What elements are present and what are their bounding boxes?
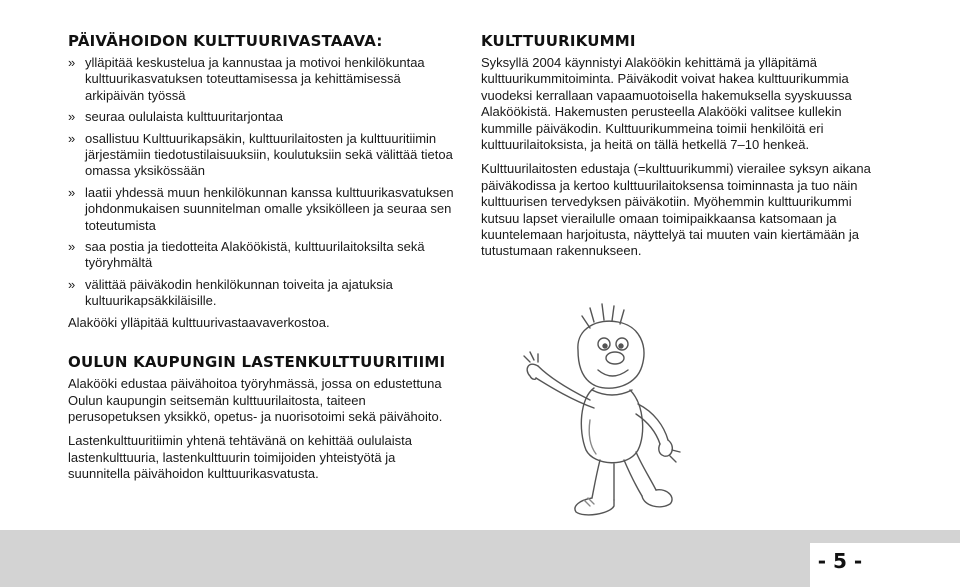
list-item	[68, 239, 460, 272]
list-item-text: seuraa oululaista kulttuuritarjontaa	[85, 109, 284, 125]
list-item-text: osallistuu Kulttuurikapsäkin, kulttuurilaitosten ja kulttuuritiimin järjestämiin tiedotustilaisuuksiin, koulutuksiin sekä välittää tietoa omassa yksikössään	[85, 130, 453, 179]
list-item-text: välittää päiväkodin henkilökunnan toiveita ja ajatuksia kultuurikapsäkkiläisille.	[85, 276, 393, 309]
bullet-icon: »	[68, 109, 76, 125]
list-item	[68, 185, 460, 234]
bullet-icon: »	[68, 55, 76, 70]
bullet-icon: »	[68, 239, 76, 255]
kummi-paragraph-2: Kulttuurilaitosten edustaja (=kulttuurikummi) vierailee syksyn aikana päiväkodissa ja kertoo kulttuurilaitoksensa toiminnasta ja tuo näin kulttuurisen tervedyksen päiväkotiin. Myöhemmin kulttuurikummi kutsuu lapset vierailulle omaan toimipaikkaansa katsomaan ja kuuntelemaan harjoitusta, näyttelyä tai muuten vain kiertämään ja tutustumaan rakennukseen.	[481, 161, 871, 259]
page-number-box	[810, 543, 960, 587]
list-item	[68, 277, 460, 310]
team-paragraph-1: Alakööki edustaa päivähoitoa työryhmässä, jossa on edustettuna Oulun kaupungin seitsemän kulttuurilaitosta, taiteen perusopetuksen yksikkö, opetus- ja nuorisotoimi sekä päivähoito.	[68, 376, 443, 424]
list-item-text: ylläpitää keskustelua ja kannustaa ja motivoi henkilökuntaa kulttuurikasvatuksen toteuttamisessa ja kehittämisessä arkipäivän työssä	[85, 55, 425, 103]
bullet-icon: »	[68, 130, 76, 146]
page-number: - 5 -	[817, 549, 863, 573]
list-item-text: laatii yhdessä muun henkilökunnan kanssa kulttuurikasvatuksen johdonmukaisen suunnitelman omalle yksikölleen ja seuraa sen toteutumista	[85, 184, 454, 233]
bullet-icon: »	[68, 184, 76, 200]
section-heading-kulttuurivastaava: PÄIVÄHOIDON KULTTUURIVASTAAVA:	[68, 32, 383, 50]
list-item	[68, 109, 460, 125]
duties-list	[68, 55, 460, 310]
list-item	[68, 131, 460, 180]
mascot-sketch-icon	[520, 300, 705, 522]
kummi-paragraph-1: Syksyllä 2004 käynnistyi Alaköökin kehittämä ja ylläpitämä kulttuurikummitoiminta. Päiväkodit voivat hakea kulttuurikummia vuodeksi kerrallaan vapaamuotoisella hakemuksella syyskuussa Alaköökistä. Hakemusten perusteella Alakööki valitsee kullekin kummille päiväkodin. Kulttuurikummeina toimii henkilöitä eri kulttuurilaitoksista, ja heitä on tällä hetkellä 7–10 henkeä.	[481, 55, 852, 153]
list-item-text: saa postia ja tiedotteita Alaköökistä, kulttuurilaitoksilta sekä työryhmältä	[85, 239, 425, 271]
right-column	[481, 32, 871, 260]
section-heading-kulttuurikummi: KULTTUURIKUMMI	[481, 32, 636, 50]
list-item	[68, 55, 460, 104]
bullet-icon: »	[68, 276, 76, 292]
network-statement: Alakööki ylläpitää kulttuurivastaavaverkostoa.	[68, 314, 330, 330]
section-heading-lastenkulttuuritiimi: OULUN KAUPUNGIN LASTENKULTTUURITIIMI	[68, 353, 446, 372]
left-column	[68, 32, 460, 483]
team-paragraph-2: Lastenkulttuuritiimin yhtenä tehtävänä on kehittää oululaista lastenkulttuuria, lastenkulttuurin toimijoiden yhteistyötä ja suunnitella päivähoidon kulttuurikasvatusta.	[68, 433, 412, 482]
